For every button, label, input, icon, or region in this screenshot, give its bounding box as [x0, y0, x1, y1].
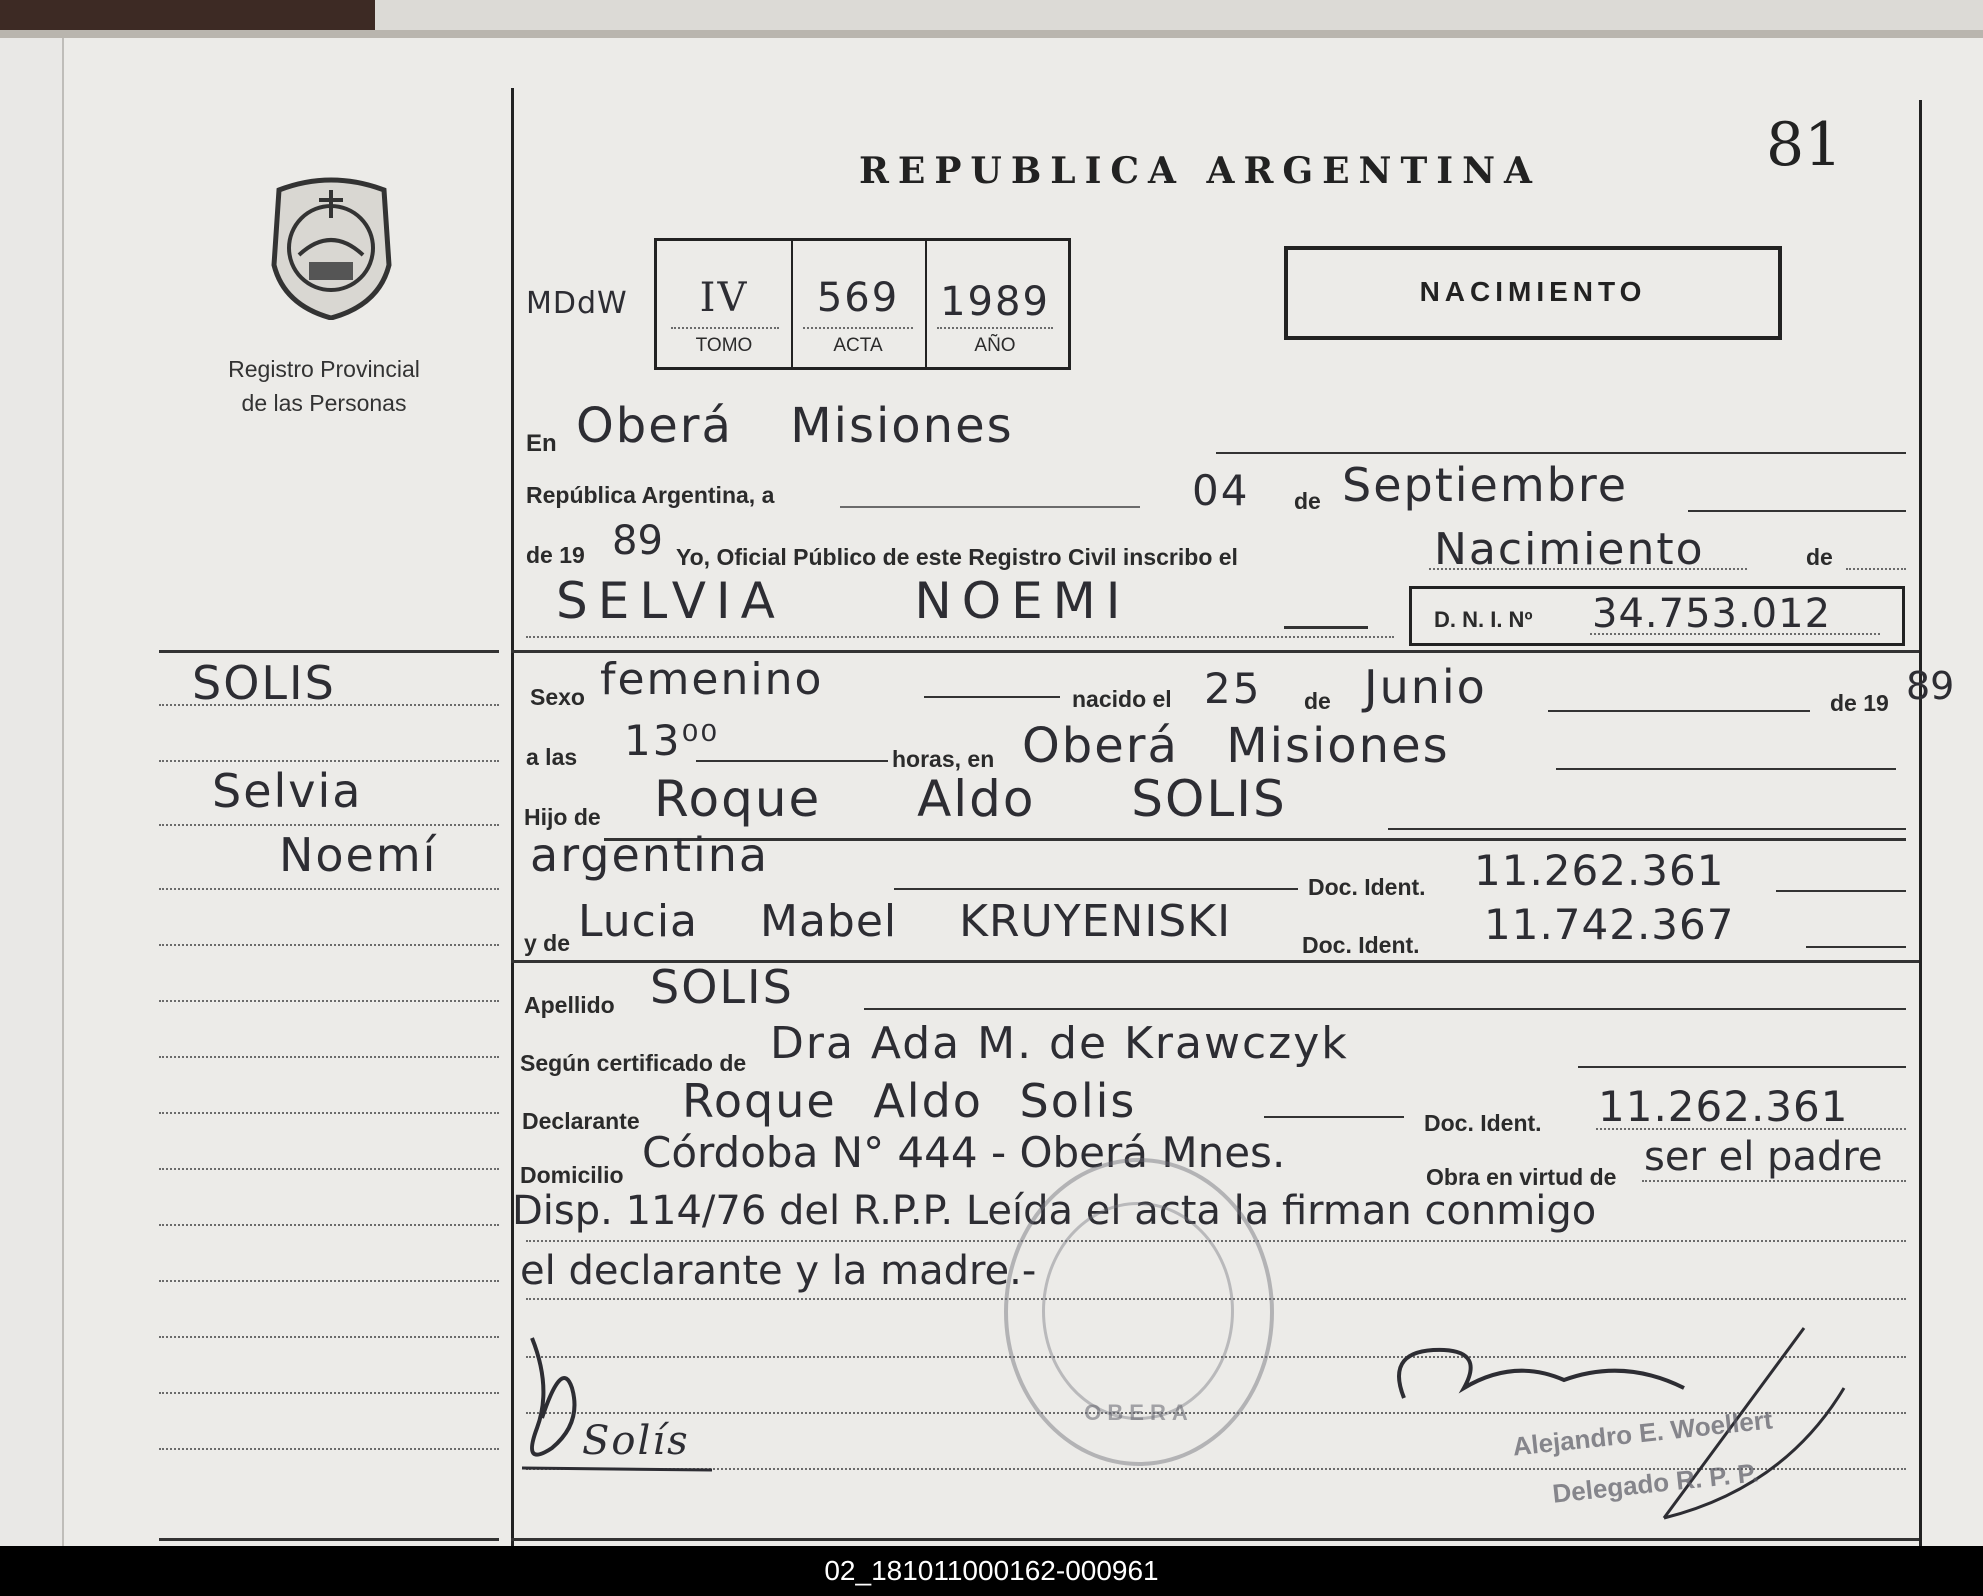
hijo-label: Hijo de [524, 804, 601, 830]
event-line [1429, 568, 1747, 570]
section-rule-2 [604, 838, 1906, 841]
margin-bottom-rule [159, 1538, 499, 1541]
domicilio-value: Córdoba N° 444 - Oberá Mnes. [642, 1128, 1286, 1177]
father-doc-value: 11.262.361 [1474, 846, 1725, 895]
margin-line [159, 1224, 499, 1226]
page-number: 81 [1766, 110, 1843, 180]
sexo-value: femenino [600, 654, 824, 705]
mother-name: Lucia Mabel KRUYENISKI [578, 896, 1232, 947]
top-strip [0, 0, 1983, 38]
nacido-label: nacido el [1072, 686, 1172, 712]
certificado-value: Dra Ada M. de Krawczyk [770, 1018, 1349, 1069]
official-stamp [1004, 1158, 1274, 1466]
notes-line1: Disp. 114/76 del R.P.P. Leída el acta la firman conmigo [512, 1188, 1597, 1234]
anio-label: AÑO [974, 335, 1016, 356]
certificado-line [1578, 1066, 1906, 1068]
yde-label: y de [524, 930, 571, 956]
book-binding [0, 38, 64, 1546]
registry-name-line2: de las Personas [241, 390, 407, 416]
month-de-label: de [1294, 488, 1321, 514]
declarante-doc-label: Doc. Ident. [1424, 1110, 1542, 1136]
registry-name-line1: Registro Provincial [228, 356, 420, 382]
tomo-acta-anio-box [654, 238, 1071, 370]
official-text: Yo, Oficial Público de este Registro Civil inscribo el [676, 544, 1238, 570]
dni-box [1409, 586, 1905, 646]
birth-year-prefix: de 19 [1830, 690, 1889, 716]
father-doc-line [1776, 890, 1906, 892]
anio-line [937, 327, 1053, 329]
nationality-line [894, 888, 1298, 890]
declarante-line [1264, 1116, 1404, 1118]
margin-first-name: Selvia [212, 764, 363, 818]
birth-place: Oberá Misiones [1022, 718, 1450, 774]
stamp-text: OBERA [1084, 1400, 1194, 1425]
obra-line [1642, 1180, 1906, 1182]
en-label: En [526, 430, 557, 457]
birth-day: 25 [1204, 664, 1262, 713]
section-rule-1 [511, 650, 1919, 653]
margin-line [159, 888, 499, 890]
notes-line2: el declarante y la madre.- [520, 1248, 1037, 1294]
margin-line [159, 1112, 499, 1114]
place-line [1216, 452, 1906, 454]
day-value: 04 [1192, 466, 1250, 515]
tomo-line [671, 327, 779, 329]
declarante-doc-value: 11.262.361 [1598, 1082, 1849, 1131]
margin-line [159, 1336, 499, 1338]
margin-line [159, 1280, 499, 1282]
republica-label: República Argentina, a [526, 482, 775, 508]
margin-line [159, 1448, 499, 1450]
child-names: SELVIA NOEMI [556, 572, 1131, 630]
dni-line [1590, 633, 1880, 635]
official-title: Delegado R. P. P. [1550, 1457, 1761, 1509]
obra-label: Obra en virtud de [1426, 1164, 1617, 1190]
certificate-page [64, 38, 1983, 1546]
tomo-value: IV [699, 275, 749, 321]
mother-doc-label: Doc. Ident. [1302, 932, 1420, 958]
margin-surname: SOLIS [192, 656, 336, 710]
acta-value: 569 [816, 275, 900, 321]
apellido-value: SOLIS [650, 960, 794, 1014]
hour-line [696, 760, 888, 762]
birth-month-line [1548, 710, 1810, 712]
obra-value: ser el padre [1644, 1134, 1883, 1180]
margin-middle-name: Noemí [279, 828, 438, 882]
year-prefix-label: de 19 [526, 542, 585, 568]
margin-line [159, 1168, 499, 1170]
event-de-label: de [1806, 544, 1833, 570]
book-top-edge [375, 0, 1983, 30]
official-signature [1364, 1288, 1884, 1548]
mother-doc-line [1806, 946, 1906, 948]
declarante-value: Roque Aldo Solis [682, 1074, 1137, 1128]
dni-value: 34.753.012 [1592, 591, 1832, 637]
declarante-signature [512, 1328, 742, 1488]
child-names-end [1284, 626, 1368, 629]
apellido-line [864, 1008, 1906, 1010]
father-line [1388, 828, 1906, 830]
mother-doc-value: 11.742.367 [1484, 900, 1735, 949]
tomo-label: TOMO [695, 335, 753, 356]
dni-label: D. N. I. Nº [1434, 607, 1533, 632]
father-doc-label: Doc. Ident. [1308, 874, 1426, 900]
place-value: Oberá Misiones [576, 398, 1014, 454]
margin-line [159, 1056, 499, 1058]
domicilio-label: Domicilio [520, 1162, 624, 1188]
record-type: NACIMIENTO [1419, 276, 1647, 307]
declarante-doc-line [1596, 1128, 1906, 1130]
month-line [1688, 510, 1906, 512]
margin-line [159, 1392, 499, 1394]
nationality-value: argentina [530, 828, 770, 882]
sexo-label: Sexo [530, 684, 585, 710]
margin-line [159, 824, 499, 826]
margin-line [159, 1000, 499, 1002]
sexo-line [924, 696, 1060, 698]
margin-line [159, 944, 499, 946]
segun-label: Según certificado de [520, 1050, 747, 1076]
event-end-line [1846, 568, 1906, 570]
father-name: Roque Aldo SOLIS [654, 770, 1287, 828]
birth-de-label: de [1304, 688, 1331, 714]
declarante-signature-name: Solís [582, 1418, 690, 1464]
prefix-code: MDdW [526, 286, 628, 321]
birth-year-suffix: 89 [1906, 664, 1955, 708]
event-value: Nacimiento [1434, 524, 1705, 575]
country-title: REPUBLICA ARGENTINA [859, 150, 1541, 192]
record-type-box [1284, 246, 1782, 340]
anio-value: 1989 [940, 279, 1050, 325]
horas-label: horas, en [892, 746, 995, 772]
child-names-line [526, 636, 1394, 638]
acta-line [803, 327, 913, 329]
official-name: Alejandro E. Woellert [1511, 1404, 1774, 1462]
margin-top-rule [159, 650, 499, 653]
month-value: Septiembre [1342, 458, 1629, 512]
book-cover-edge [0, 0, 375, 30]
year-suffix: 89 [612, 518, 663, 564]
registry-crest-icon [259, 170, 404, 320]
margin-line [159, 760, 499, 762]
acta-label: ACTA [833, 335, 883, 356]
hour-value: 13⁰⁰ [624, 716, 720, 765]
right-border-rule [1919, 100, 1922, 1546]
birth-month: Junio [1364, 660, 1487, 714]
apellido-label: Apellido [524, 992, 615, 1018]
image-code: 02_181011000162-000961 [0, 1546, 1983, 1596]
margin-line [159, 704, 499, 706]
declarante-label: Declarante [522, 1108, 640, 1134]
birth-place-line [1556, 768, 1896, 770]
day-line [840, 506, 1140, 508]
alas-label: a las [526, 744, 578, 770]
